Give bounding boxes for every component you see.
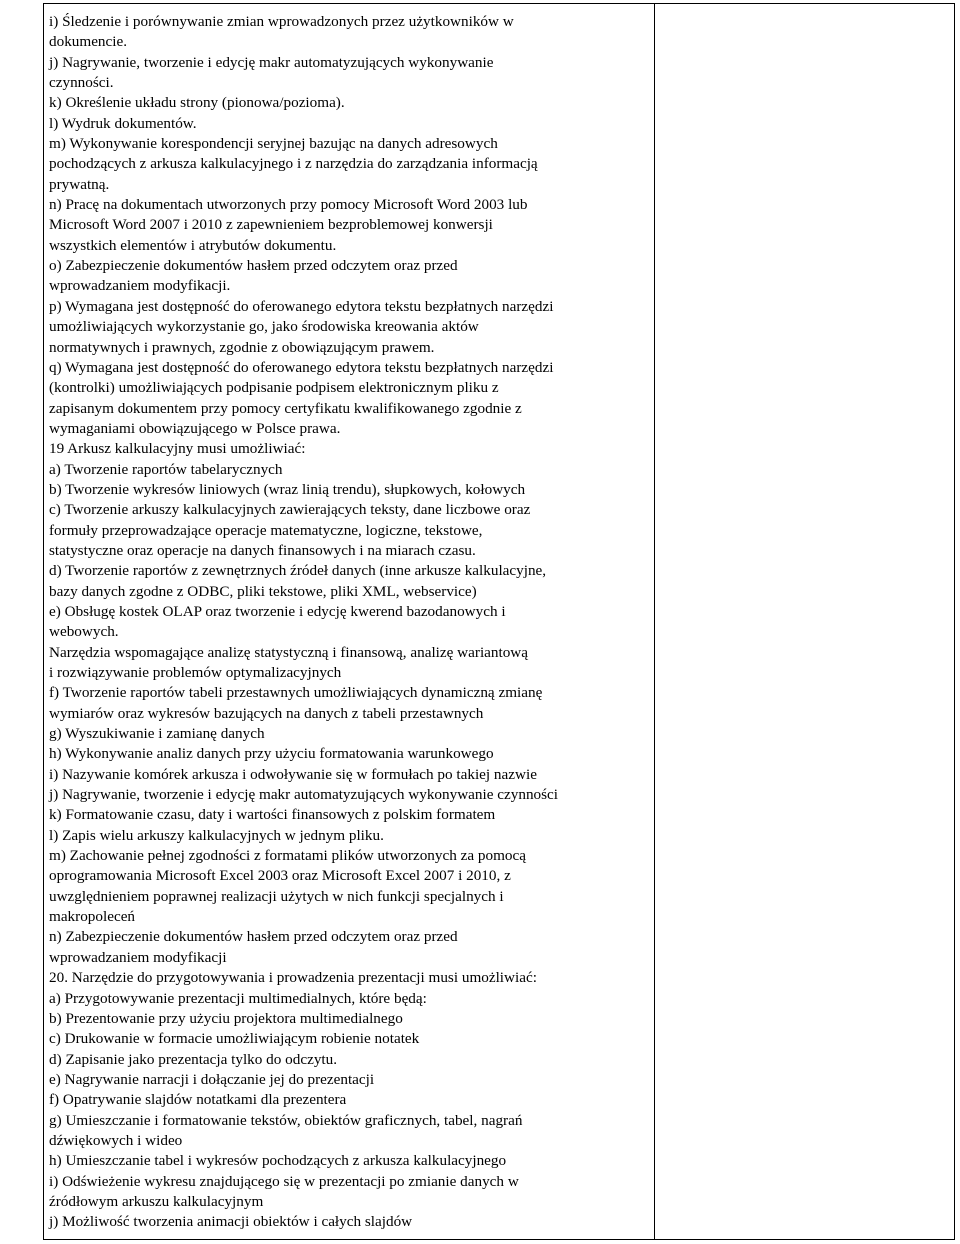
text-line: i) Odświeżenie wykresu znajdującego się w prezentacji po zmianie danych w bbox=[49, 1172, 519, 1190]
text-line: (kontrolki) umożliwiających podpisanie podpisem elektronicznym pliku z bbox=[49, 379, 499, 397]
text-line: b) Prezentowanie przy użyciu projektora multimedialnego bbox=[49, 1009, 403, 1027]
text-line: f) Tworzenie raportów tabeli przestawnych umożliwiających dynamiczną zmianę bbox=[49, 684, 543, 702]
text-line: g) Wyszukiwanie i zamianę danych bbox=[49, 725, 265, 743]
text-line: l) Zapis wielu arkuszy kalkulacyjnych w jednym pliku. bbox=[49, 826, 384, 844]
text-line: i) Nazywanie komórek arkusza i odwoływanie się w formułach po takiej nazwie bbox=[49, 765, 537, 783]
text-line: h) Umieszczanie tabel i wykresów pochodzących z arkusza kalkulacyjnego bbox=[49, 1152, 507, 1170]
text-line: k) Formatowanie czasu, daty i wartości finansowych z polskim formatem bbox=[49, 806, 496, 824]
text-line: wprowadzaniem modyfikacji. bbox=[49, 277, 231, 295]
text-line: pochodzących z arkusza kalkulacyjnego i z narzędzia do zarządzania informacją bbox=[49, 155, 538, 173]
text-line: a) Tworzenie raportów tabelarycznych bbox=[49, 460, 283, 478]
text-line: źródłowym arkuszu kalkulacyjnym bbox=[49, 1192, 264, 1210]
text-line: Narzędzia wspomagające analizę statystyczną i finansową, analizę wariantową bbox=[49, 643, 529, 661]
text-line: oprogramowania Microsoft Excel 2003 oraz Microsoft Excel 2007 i 2010, z bbox=[49, 867, 511, 885]
text-line: i) Śledzenie i porównywanie zmian wprowadzonych przez użytkowników w bbox=[49, 13, 514, 30]
text-line: i rozwiązywanie problemów optymalizacyjnych bbox=[49, 664, 342, 681]
text-line: c) Tworzenie arkuszy kalkulacyjnych zawierających teksty, dane liczbowe oraz bbox=[49, 501, 531, 519]
text-line: p) Wymagana jest dostępność do oferowanego edytora tekstu bezpłatnych narzędzi bbox=[49, 297, 554, 315]
text-line: normatywnych i prawnych, zgodnie z obowiązującym prawem. bbox=[49, 338, 435, 356]
text-line: j) Nagrywanie, tworzenie i edycję makr automatyzujących wykonywanie bbox=[49, 53, 494, 71]
text-line: czynności. bbox=[49, 74, 114, 92]
text-line: o) Zabezpieczenie dokumentów hasłem przed odczytem oraz przed bbox=[49, 257, 458, 275]
text-line: j) Nagrywanie, tworzenie i edycję makr automatyzujących wykonywanie czynności bbox=[49, 786, 559, 804]
text-line: m) Wykonywanie korespondencji seryjnej bazując na danych adresowych bbox=[49, 135, 498, 153]
text-line: umożliwiających wykorzystanie go, jako środowiska kreowania aktów bbox=[49, 318, 479, 336]
requirements-table bbox=[43, 3, 955, 1240]
text-line: n) Pracę na dokumentach utworzonych przy pomocy Microsoft Word 2003 lub bbox=[49, 196, 528, 214]
text-line: f) Opatrywanie slajdów notatkami dla prezentera bbox=[49, 1091, 347, 1109]
text-line: wymiarów oraz wykresów bazujących na danych z tabeli przestawnych bbox=[49, 704, 484, 722]
text-line: makropoleceń bbox=[49, 908, 136, 926]
text-line: a) Przygotowywanie prezentacji multimedialnych, które będą: bbox=[49, 989, 427, 1007]
text-line: statystyczne oraz operacje na danych finansowych i na miarach czasu. bbox=[49, 541, 476, 559]
text-line: dźwiękowych i wideo bbox=[49, 1131, 183, 1149]
text-line: k) Określenie układu strony (pionowa/pozioma). bbox=[49, 94, 345, 112]
text-line: d) Zapisanie jako prezentacja tylko do odczytu. bbox=[49, 1050, 338, 1068]
text-line: formuły przeprowadzające operacje matematyczne, logiczne, tekstowe, bbox=[49, 521, 483, 539]
text-line: g) Umieszczanie i formatowanie tekstów, obiektów graficznych, tabel, nagrań bbox=[49, 1111, 523, 1129]
text-line: l) Wydruk dokumentów. bbox=[49, 114, 197, 132]
text-line: j) Możliwość tworzenia animacji obiektów i całych slajdów bbox=[49, 1213, 413, 1231]
text-line: d) Tworzenie raportów z zewnętrznych źródeł danych (inne arkusze kalkulacyjne, bbox=[49, 562, 547, 580]
text-line: Microsoft Word 2007 i 2010 z zapewnieniem bezproblemowej konwersji bbox=[49, 216, 493, 234]
text-line: prywatną. bbox=[49, 175, 110, 193]
text-line: wprowadzaniem modyfikacji bbox=[49, 948, 227, 966]
text-line: wszystkich elementów i atrybutów dokumentu. bbox=[49, 236, 337, 254]
text-line: webowych. bbox=[49, 623, 119, 641]
text-line: dokumencie. bbox=[49, 33, 128, 51]
text-line: e) Nagrywanie narracji i dołączanie jej do prezentacji bbox=[49, 1070, 375, 1088]
text-line: b) Tworzenie wykresów liniowych (wraz linią trendu), słupkowych, kołowych bbox=[49, 480, 526, 498]
empty-right-cell bbox=[655, 4, 954, 1239]
text-line: wymaganiami obowiązującego w Polsce prawa. bbox=[49, 419, 341, 437]
text-line: q) Wymagana jest dostępność do oferowanego edytora tekstu bezpłatnych narzędzi bbox=[49, 358, 554, 376]
text-line: c) Drukowanie w formacie umożliwiającym robienie notatek bbox=[49, 1030, 420, 1048]
text-line: bazy danych zgodne z ODBC, pliki tekstowe, pliki XML, webservice) bbox=[49, 582, 477, 600]
text-line: n) Zabezpieczenie dokumentów hasłem przed odczytem oraz przed bbox=[49, 928, 458, 946]
text-line: m) Zachowanie pełnej zgodności z formatami plików utworzonych za pomocą bbox=[49, 847, 526, 865]
text-line: uwzględnieniem poprawnej realizacji użytych w nich funkcji specjalnych i bbox=[49, 887, 504, 905]
text-line: 20. Narzędzie do przygotowywania i prowadzenia prezentacji musi umożliwiać: bbox=[49, 969, 537, 987]
text-line: e) Obsługę kostek OLAP oraz tworzenie i edycję kwerend bazodanowych i bbox=[49, 602, 506, 620]
text-line: zapisanym dokumentem przy pomocy certyfikatu kwalifikowanego zgodnie z bbox=[49, 399, 522, 417]
requirements-text-cell bbox=[44, 4, 655, 1239]
text-line: h) Wykonywanie analiz danych przy użyciu formatowania warunkowego bbox=[49, 745, 494, 763]
text-line: 19 Arkusz kalkulacyjny musi umożliwiać: bbox=[49, 440, 306, 458]
